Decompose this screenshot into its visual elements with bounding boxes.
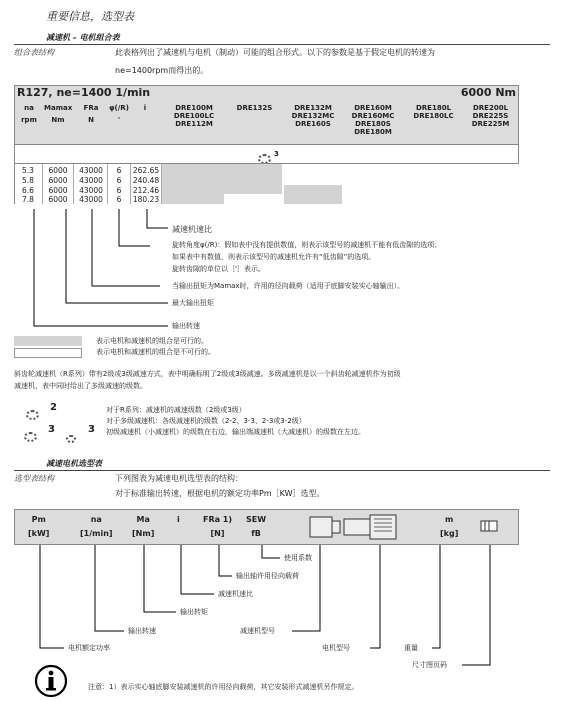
callout-service-factor: 使用系数 — [284, 554, 312, 562]
motor-header-4: DRE160M DRE160MC DRE180S DRE180M — [351, 104, 395, 136]
callout-dimension-page: 尺寸图页码 — [412, 661, 447, 669]
selection-intro: 下列图表为减速电机选型表的结构： 对于标准输出转速，根据电机的额定功率Pm［KW］选型。 — [115, 474, 325, 498]
callout-motor-model: 电机型号 — [322, 644, 350, 652]
motor-header-3: DRE132M DRE132MC DRE160S — [291, 104, 335, 128]
side-label-structure: 组合表结构 — [14, 48, 54, 57]
motor-header-6: DRE200L DRE225S DRE225M — [471, 104, 510, 128]
annotation-ratio: 减速机速比 — [172, 225, 212, 234]
helical-paragraph: 斜齿轮减速机（R系列）带有2级或3级减速方式，表中明确标明了2级或3级减速。多级减速机是以一个斜齿轮减速机作为初级 减速机，表中同时给出了多级减速的级数。 — [14, 370, 401, 390]
field-ratio: i — [177, 515, 180, 524]
field-torque: Ma [Nm] — [132, 515, 155, 538]
field-radial-load: FRa 1) [N] — [203, 515, 233, 538]
annotation-radial-load: 当输出扭矩为Mamax时，许用的径向载荷（适用于底脚安装实心轴输出）。 — [172, 282, 405, 290]
col-header-speed: na rpm — [21, 104, 37, 124]
stage2-label: 2 — [50, 402, 57, 413]
annotation-max-torque: 最大输出扭矩 — [172, 299, 214, 307]
callout-weight: 重量 — [404, 644, 418, 652]
torque-label: 6000 Nm — [460, 86, 516, 99]
info-icon — [34, 664, 68, 698]
annotation-output-speed: 输出转速 — [172, 322, 200, 330]
motor-header-5: DRE180L DRE180LC — [413, 104, 454, 120]
col-header-ratio: i — [143, 104, 147, 112]
footnote: 注意：1）表示实心轴底脚安装减速机的许用径向载荷，其它安装形式减速机另作规定。 — [88, 683, 359, 691]
stage3-label-b: 3 — [88, 424, 95, 435]
field-speed: na [1/min] — [80, 515, 113, 538]
stage-marker: 3 — [274, 150, 279, 158]
col-header-play: φ(/R) ' — [109, 104, 129, 124]
motor-header-1: DRE100M DRE100LC DRE112M — [173, 104, 215, 128]
col-header-radial-load: FRa N — [83, 104, 99, 124]
stage-desc-1: 对于R系列：减速机的减速级数（2级或3级） — [106, 406, 246, 414]
callout-gear-model: 减速机型号 — [240, 627, 275, 635]
combination-table: R127, ne=1400 1/min 6000 Nm na rpm Mamax Nm FRa N φ(/R) ' i DRE100M DRE100LC DRE112M DRE132S DRE132M DRE132MC DRE160S DRE160M DRE160MC DRE180S DRE180M DRE180L DRE180LC DRE200L DRE225S DRE225M 3 5.3 6000 43000 6 262.65 5.8 6000 43000 6 240.48 6.6 6000 43000 6 212.46 7.8 6000 43000 6 180.23 — [14, 85, 519, 213]
field-service-factor: SEW fB — [246, 515, 267, 538]
intro-text: 此表格列出了减速机与电机（制动）可能的组合形式。以下的参数是基于假定电机的转速为 ne=1400rpm而得出的。 — [115, 48, 435, 75]
stage-desc-2: 对于多级减速机：各级减速机的级数（2-2、3-3、2-3或3-2级） — [106, 417, 306, 425]
field-power: Pm [kW] — [28, 515, 50, 538]
stage-desc-3: 初级减速机（小减速机）的级数在右边，输出端减速机（大减速机）的级数在左边。 — [106, 428, 365, 436]
callout-ratio: 减速机速比 — [218, 590, 253, 598]
legend-impossible: 表示电机和减速机的组合是不可行的。 — [96, 348, 215, 356]
field-weight: m [kg] — [440, 515, 459, 538]
callout-output-speed: 输出转速 — [128, 627, 156, 635]
col-header-torque: Mamax Nm — [44, 104, 73, 124]
callout-rated-power: 电机额定功率 — [68, 644, 110, 652]
callout-radial-load: 输出轴许用径向载荷 — [236, 572, 299, 580]
page-title: 重要信息，选型表 — [46, 10, 134, 23]
motor-header-2: DRE132S — [236, 104, 273, 112]
annotation-play: 旋转角度φ(/R)：假如表中没有提供数值，则表示该型号的减速机不能有低齿隙的选项； 如果表中有数值，则表示该型号的减速机允许有“低齿隙”的选项。 旋转齿隙的单位以［'］表示。 — [172, 241, 442, 273]
legend-possible: 表示电机和减速机的组合是可行的。 — [96, 337, 208, 345]
section-title-combination: 减速机 – 电机组合表 — [46, 33, 120, 42]
side-label-selection: 选型表结构 — [14, 474, 54, 483]
section-title-selection: 减速电机选型表 — [46, 459, 102, 468]
stage3-label-a: 3 — [48, 424, 55, 435]
model-label: R127, ne=1400 1/min — [17, 86, 151, 99]
callout-output-torque: 输出转矩 — [180, 608, 208, 616]
